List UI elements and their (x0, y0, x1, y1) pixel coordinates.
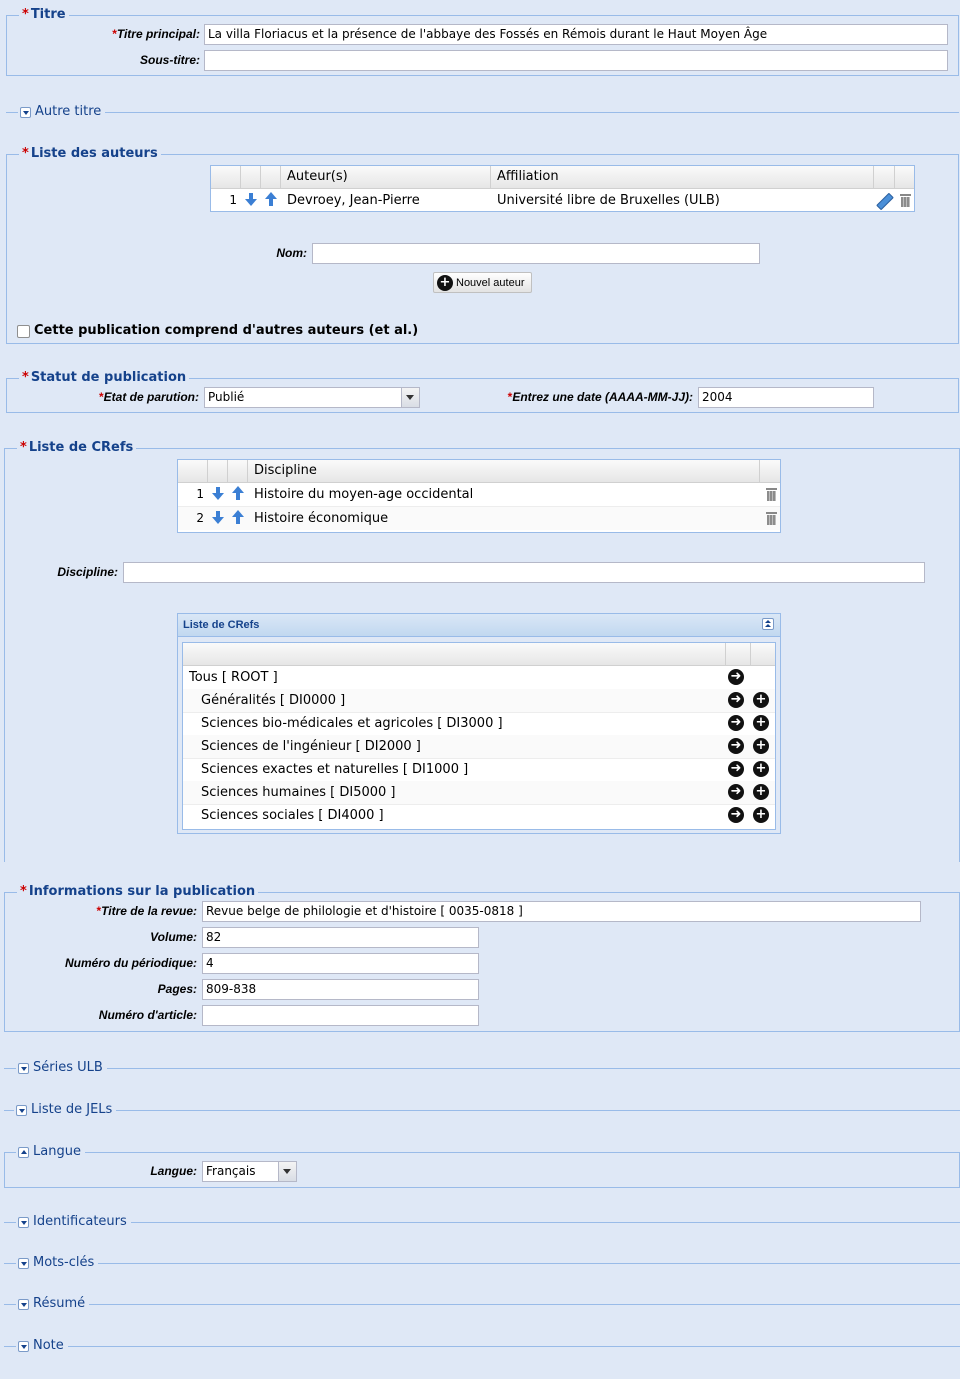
arrow-right-circle-icon[interactable]: ➜ (728, 761, 744, 777)
discipline-label: Discipline: (57, 565, 118, 579)
langue-label: Langue: (150, 1164, 197, 1178)
mots-cles-line (4, 1263, 960, 1264)
volume-label: Volume: (150, 930, 197, 944)
pages-label: Pages: (157, 982, 197, 996)
sous-titre-label: Sous-titre: (140, 53, 200, 67)
arrow-right-circle-icon[interactable]: ➜ (728, 807, 744, 823)
arrow-down-icon[interactable] (212, 487, 224, 501)
series-line (4, 1068, 960, 1069)
auteurs-legend: * Liste des auteurs (19, 146, 161, 162)
tree-label: Sciences humaines [ DI5000 ] (201, 785, 396, 800)
tree-row[interactable] (183, 666, 775, 690)
chevron-down-icon[interactable] (401, 388, 419, 407)
table-row[interactable] (211, 189, 914, 212)
col-affiliation[interactable]: Affiliation (497, 169, 559, 184)
plus-circle-icon[interactable]: + (753, 738, 769, 754)
pages-input[interactable]: 809-838 (202, 979, 479, 1000)
nom-input[interactable] (312, 243, 760, 264)
article-label: Numéro d'article: (98, 1008, 197, 1022)
row-number: 1 (229, 193, 237, 207)
collapse-icon (18, 1147, 29, 1158)
langue-toggle[interactable]: Langue (16, 1144, 85, 1160)
titre-principal-label: *Titre principal: (112, 27, 200, 41)
row-number: 2 (196, 511, 204, 525)
arrow-right-circle-icon[interactable]: ➜ (728, 784, 744, 800)
titre-legend: * Titre (19, 7, 69, 23)
plus-circle-icon[interactable]: + (753, 761, 769, 777)
et-al-checkbox[interactable] (17, 325, 30, 338)
discipline-name: Histoire économique (254, 511, 389, 526)
crefs-tree-header (178, 614, 780, 637)
chevron-down-icon[interactable] (278, 1162, 296, 1181)
arrow-up-icon[interactable] (265, 192, 277, 206)
expand-icon (16, 1105, 27, 1116)
arrow-up-icon[interactable] (232, 510, 244, 524)
tree-label: Sciences exactes et naturelles [ DI1000 ] (201, 762, 469, 777)
auteurs-grid-header (211, 166, 914, 189)
plus-circle-icon[interactable]: + (753, 715, 769, 731)
arrow-down-icon[interactable] (245, 193, 257, 207)
crefs-tree-body (182, 642, 776, 830)
autre-titre-line (6, 112, 959, 113)
etat-label: *Etat de parution: (98, 390, 199, 404)
table-row[interactable] (178, 507, 780, 530)
table-row[interactable] (178, 483, 780, 507)
autre-titre-toggle[interactable]: Autre titre (18, 104, 105, 120)
col-auteurs[interactable]: Auteur(s) (287, 169, 348, 184)
crefs-tree-panel (177, 613, 781, 834)
note-line (4, 1346, 960, 1347)
mots-cles-toggle[interactable]: Mots-clés (16, 1255, 98, 1271)
arrow-down-icon[interactable] (212, 511, 224, 525)
tree-row[interactable] (183, 712, 775, 736)
expand-icon (18, 1217, 29, 1228)
expand-icon (18, 1258, 29, 1269)
volume-input[interactable]: 82 (202, 927, 479, 948)
expand-icon (18, 1299, 29, 1310)
collapse-icon[interactable] (762, 618, 774, 630)
nom-label: Nom: (276, 246, 307, 260)
tree-row[interactable] (183, 735, 775, 759)
tree-row[interactable] (183, 781, 775, 805)
crefs-grid-header (178, 460, 780, 483)
nouvel-auteur-button[interactable]: + Nouvel auteur (433, 272, 532, 293)
tree-label: Tous [ ROOT ] (189, 670, 278, 685)
expand-icon (20, 107, 31, 118)
plus-circle-icon[interactable]: + (753, 807, 769, 823)
note-toggle[interactable]: Note (16, 1338, 68, 1354)
trash-icon[interactable] (900, 193, 911, 207)
article-input[interactable] (202, 1005, 479, 1026)
identificateurs-line (4, 1222, 960, 1223)
date-label: *Entrez une date (AAAA-MM-JJ): (507, 390, 693, 404)
crefs-tree-title: Liste de CRefs (183, 619, 260, 631)
discipline-name: Histoire du moyen-age occidental (254, 487, 474, 502)
auteurs-grid (210, 165, 915, 212)
tree-row[interactable] (183, 758, 775, 782)
jels-line (4, 1110, 960, 1111)
crefs-legend: * Liste de CRefs (17, 440, 136, 456)
tree-label: Sciences sociales [ DI4000 ] (201, 808, 384, 823)
etat-select[interactable]: Publié (204, 387, 420, 408)
series-toggle[interactable]: Séries ULB (16, 1060, 107, 1076)
identificateurs-toggle[interactable]: Identificateurs (16, 1214, 131, 1230)
plus-circle-icon: + (437, 275, 453, 291)
tree-label: Sciences bio-médicales et agricoles [ DI3000 ] (201, 716, 503, 731)
crefs-grid (177, 459, 781, 533)
auteur-affiliation: Université libre de Bruxelles (ULB) (497, 193, 720, 208)
plus-circle-icon[interactable]: + (753, 692, 769, 708)
revue-input[interactable]: Revue belge de philologie et d'histoire [ 0035-0818 ] (202, 901, 921, 922)
crefs-tree-grid-header (183, 643, 775, 666)
trash-icon[interactable] (766, 487, 777, 501)
jels-toggle[interactable]: Liste de JELs (14, 1102, 116, 1118)
titre-principal-input[interactable]: La villa Floriacus et la présence de l'abbaye des Fossés en Rémois durant le Haut Moyen Âge (204, 24, 948, 45)
auteur-name: Devroey, Jean-Pierre (287, 193, 420, 208)
resume-line (4, 1304, 960, 1305)
date-input[interactable]: 2004 (698, 387, 874, 408)
arrow-right-circle-icon[interactable]: ➜ (728, 715, 744, 731)
arrow-up-icon[interactable] (232, 486, 244, 500)
expand-icon (18, 1063, 29, 1074)
arrow-right-circle-icon[interactable]: ➜ (728, 669, 744, 685)
langue-select[interactable]: Français (202, 1161, 297, 1182)
et-al-label: Cette publication comprend d'autres auteurs (et al.) (34, 323, 419, 338)
infos-legend: * Informations sur la publication (17, 884, 258, 900)
resume-toggle[interactable]: Résumé (16, 1296, 89, 1312)
statut-legend: * Statut de publication (19, 370, 189, 386)
tree-row[interactable] (183, 689, 775, 713)
numero-input[interactable]: 4 (202, 953, 479, 974)
revue-label: *Titre de la revue: (96, 904, 197, 918)
tree-label: Sciences de l'ingénieur [ DI2000 ] (201, 739, 421, 754)
expand-icon (18, 1341, 29, 1352)
row-number: 1 (196, 487, 204, 501)
plus-circle-icon[interactable]: + (753, 784, 769, 800)
arrow-right-circle-icon[interactable]: ➜ (728, 692, 744, 708)
tree-row[interactable] (183, 804, 775, 827)
col-discipline[interactable]: Discipline (254, 463, 317, 478)
numero-label: Numéro du périodique: (65, 956, 197, 970)
arrow-right-circle-icon[interactable]: ➜ (728, 738, 744, 754)
pencil-icon[interactable] (876, 193, 894, 211)
trash-icon[interactable] (766, 511, 777, 525)
tree-label: Généralités [ DI0000 ] (201, 693, 346, 708)
sous-titre-input[interactable] (204, 50, 948, 71)
discipline-input[interactable] (123, 562, 925, 583)
